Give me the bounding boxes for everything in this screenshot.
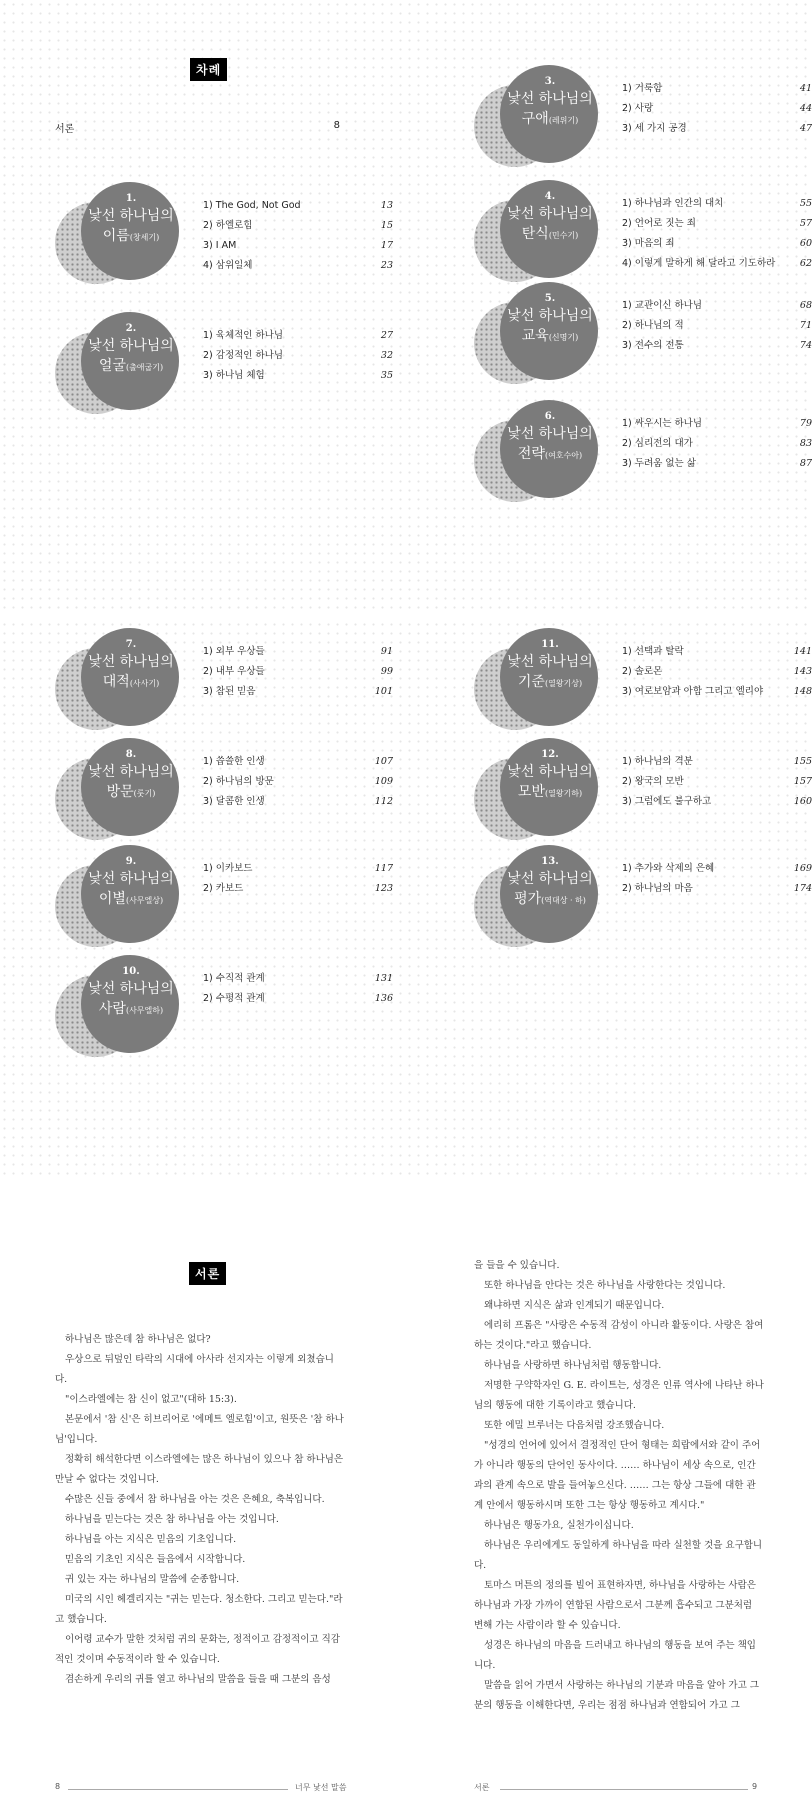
- intro-left-column: [55, 1330, 345, 1690]
- section-items: [622, 859, 812, 899]
- section-number: 9.: [125, 856, 137, 867]
- toc-entry-title: 1) 외부 우상들: [203, 646, 265, 657]
- footer-left-page: 8: [55, 1782, 61, 1791]
- toc-entry[interactable]: [203, 859, 393, 879]
- toc-entry[interactable]: [203, 792, 393, 812]
- toc-entry-title: 1) 씁쓸한 인생: [203, 756, 265, 767]
- section-book: (출애굽기): [125, 363, 164, 372]
- section-heading: [79, 638, 183, 694]
- body-paragraph: 하나님은 우리에게도 동일하게 하나님을 따라 실천할 것을 요구합니다.: [474, 1540, 763, 1571]
- toc-entry[interactable]: [622, 662, 812, 682]
- section-number: 10.: [122, 966, 140, 977]
- section-items: [203, 859, 393, 899]
- section-book: (역대상 · 하): [541, 896, 586, 905]
- toc-entry-page: 68: [799, 300, 812, 311]
- body-paragraph: 말씀을 읽어 가면서 사랑하는 하나님의 기분과 마음을 알아 가고 그분의 행동을 이해한다면, 우리는 점점 하나님과 연합되어 가고 그: [474, 1680, 759, 1711]
- toc-section: [474, 180, 812, 280]
- section-heading: [79, 192, 183, 248]
- footer-left-title: 너무 낯선 말씀: [295, 1783, 347, 1792]
- toc-entry-title: 3) 달콤한 인생: [203, 796, 265, 807]
- section-number: 4.: [544, 191, 556, 202]
- body-paragraph: 이어령 교수가 말한 것처럼 귀의 문화는, 정적이고 감정적이고 직감적인 것이며 수동적이라 할 수 있습니다.: [55, 1634, 340, 1665]
- toc-entry[interactable]: [622, 772, 812, 792]
- toc-section: [55, 182, 393, 282]
- toc-entry-title: 3) 그럼에도 불구하고: [622, 796, 712, 807]
- toc-entry-page: 155: [793, 756, 812, 767]
- toc-entry-page: 107: [374, 756, 393, 767]
- section-heading: [79, 965, 183, 1021]
- section-subject: 이별(사무엘상): [98, 891, 164, 907]
- toc-entry[interactable]: [203, 236, 393, 256]
- toc-entry[interactable]: [622, 434, 812, 454]
- section-book: (사무엘하): [125, 1006, 164, 1015]
- section-items: [622, 414, 812, 474]
- body-paragraph: 하나님을 아는 지식은 믿음의 기초입니다.: [65, 1534, 237, 1545]
- intro-badge: 서론: [189, 1262, 226, 1285]
- section-title: 낯선 하나님의: [507, 764, 593, 780]
- toc-entry-page: 13: [380, 200, 393, 211]
- toc-entry-page: 131: [374, 973, 393, 984]
- toc-entry-page: 35: [380, 370, 393, 381]
- section-heading: [498, 410, 602, 466]
- section-book: (사사기): [129, 679, 160, 688]
- body-paragraph: 믿음의 기초인 지식은 들음에서 시작합니다.: [65, 1554, 246, 1565]
- toc-section: [474, 282, 812, 382]
- section-title: 낯선 하나님의: [507, 654, 593, 670]
- body-paragraph: 또한 에밀 브루너는 다음처럼 강조했습니다.: [484, 1420, 665, 1431]
- toc-entry[interactable]: [203, 682, 393, 702]
- section-subject: 이름(창세기): [102, 228, 160, 244]
- toc-entry[interactable]: [203, 642, 393, 662]
- toc-entry[interactable]: [203, 346, 393, 366]
- section-book: (여호수아): [544, 451, 583, 460]
- toc-entry-title: 3) 여로보암과 아합 그리고 엘리야: [622, 686, 764, 697]
- toc-entry-page: 55: [799, 198, 812, 209]
- section-number: 12.: [541, 749, 559, 760]
- toc-section: [55, 312, 393, 412]
- toc-entry-page: 160: [793, 796, 812, 807]
- body-paragraph: 토마스 머튼의 정의를 빌어 표현하자면, 하나님을 사랑하는 사람은 하나님과 가장 가까이 연합된 사람으로서 그분께 흡수되고 그분처럼 변해 가는 사람이라 할 수 있습니다.: [474, 1580, 756, 1631]
- footer-left-rule: [68, 1789, 288, 1790]
- section-book: (민수기): [548, 231, 579, 240]
- body-paragraph: "성경의 언어에 있어서 결정적인 단어 형태는 희랍에서와 같이 주어가 아니라 행동의 단어인 동사이다. …… 하나님이 세상 속으로, 인간과의 관계 속으로 발을 들여놓으신다. …… 그는 항상 그들에 대한 관계 안에서 행동하시며 또한 그는 항상 행동하고 계시다.": [474, 1440, 761, 1511]
- toc-section: [55, 955, 393, 1055]
- toc-entry-page: 169: [793, 863, 812, 874]
- toc-entry-title: 1) 하나님의 격분: [622, 756, 693, 767]
- section-items: [203, 326, 393, 386]
- toc-entry-page: 74: [799, 340, 812, 351]
- section-items: [622, 642, 812, 702]
- body-paragraph: 미국의 시인 헤겔리지는 "귀는 믿는다. 청소한다. 그리고 믿는다."라고 했습니다.: [55, 1594, 343, 1625]
- section-subject: 대적(사사기): [102, 674, 160, 690]
- toc-entry-page: 17: [380, 240, 393, 251]
- toc-entry-title: 1) 수직적 관계: [203, 973, 265, 984]
- toc-entry-title: 3) 두려움 없는 삶: [622, 458, 696, 469]
- section-book: (창세기): [129, 233, 160, 242]
- section-number: 3.: [544, 76, 556, 87]
- intro-right-column: [474, 1256, 764, 1716]
- toc-entry-title: 2) 사랑: [622, 103, 654, 114]
- section-items: [622, 752, 812, 812]
- toc-entry-title: 2) 솔로몬: [622, 666, 663, 677]
- section-subject: 교육(신명기): [521, 328, 579, 344]
- section-subject: 탄식(민수기): [521, 226, 579, 242]
- section-heading: [498, 190, 602, 246]
- toc-entry-page: 15: [380, 220, 393, 231]
- toc-entry-title: 3) 하나님 체험: [203, 370, 265, 381]
- section-items: [622, 296, 812, 356]
- toc-entry-title: 2) 하나님의 방문: [203, 776, 274, 787]
- toc-entry[interactable]: [622, 642, 812, 662]
- section-items: [203, 196, 393, 276]
- toc-entry-page: 62: [799, 258, 812, 269]
- toc-entry-page: 41: [799, 83, 812, 94]
- toc-entry-page: 143: [793, 666, 812, 677]
- toc-entry-page: 44: [799, 103, 812, 114]
- footer-right-rule: [500, 1789, 748, 1790]
- toc-section: [55, 845, 393, 945]
- toc-entry-page: 91: [380, 646, 393, 657]
- section-book: (레위기): [548, 116, 579, 125]
- section-items: [203, 642, 393, 702]
- section-title: 낯선 하나님의: [88, 871, 174, 887]
- body-paragraph: 우상으로 뒤덮인 타락의 시대에 아사라 선지자는 이렇게 외쳤습니다.: [55, 1354, 334, 1385]
- toc-entry-title: 3) 세 가지 공경: [622, 123, 687, 134]
- toc-entry-title: 1) The God, Not God: [203, 200, 301, 211]
- toc-entry[interactable]: [622, 879, 812, 899]
- section-number: 8.: [125, 749, 137, 760]
- body-paragraph: 본문에서 '참 신'은 히브리어로 '에메트 엘로힘'이고, 원뜻은 '참 하나님'입니다.: [55, 1414, 344, 1445]
- section-book: (신명기): [548, 333, 579, 342]
- toc-entry-page: 112: [374, 796, 393, 807]
- toc-entry[interactable]: [622, 79, 812, 99]
- toc-entry-title: 2) 내부 우상들: [203, 666, 265, 677]
- toc-entry-title: 2) 카보드: [203, 883, 244, 894]
- toc-prelude[interactable]: [55, 120, 340, 135]
- toc-entry-title: 3) 참된 믿음: [203, 686, 256, 697]
- section-subject: 평가(역대상 · 하): [514, 891, 586, 907]
- toc-entry-title: 1) 이카보드: [203, 863, 253, 874]
- section-title: 낯선 하나님의: [507, 426, 593, 442]
- toc-entry-page: 157: [793, 776, 812, 787]
- toc-entry-title: 2) 심리전의 대가: [622, 438, 693, 449]
- section-book: (룻기): [133, 789, 156, 798]
- toc-entry-title: 4) 삼위일체: [203, 260, 253, 271]
- section-subject: 모반(열왕기하): [517, 784, 583, 800]
- toc-entry[interactable]: [203, 879, 393, 899]
- body-paragraph: 수많은 신들 중에서 참 하나님을 아는 것은 은혜요, 축복입니다.: [65, 1494, 325, 1505]
- section-title: 낯선 하나님의: [507, 206, 593, 222]
- toc-entry-page: 23: [380, 260, 393, 271]
- section-heading: [498, 855, 602, 911]
- toc-entry[interactable]: [622, 296, 812, 316]
- toc-entry[interactable]: [622, 254, 812, 274]
- toc-entry-title: 2) 감정적인 하나님: [203, 350, 284, 361]
- section-number: 7.: [125, 639, 137, 650]
- toc-entry-page: 87: [799, 458, 812, 469]
- toc-entry-page: 109: [374, 776, 393, 787]
- toc-entry-title: 1) 추가와 삭제의 은혜: [622, 863, 715, 874]
- toc-entry-page: 148: [793, 686, 812, 697]
- toc-entry[interactable]: [203, 216, 393, 236]
- prelude-page: 8: [333, 120, 340, 131]
- toc-entry[interactable]: [203, 989, 393, 1009]
- section-subject: 기준(열왕기상): [517, 674, 583, 690]
- section-heading: [498, 748, 602, 804]
- toc-entry[interactable]: [203, 196, 393, 216]
- toc-entry[interactable]: [622, 214, 812, 234]
- toc-entry-title: 2) 언어로 짓는 죄: [622, 218, 696, 229]
- toc-section: [55, 628, 393, 728]
- section-heading: [498, 638, 602, 694]
- toc-entry-title: 1) 거룩함: [622, 83, 663, 94]
- toc-entry[interactable]: [622, 316, 812, 336]
- toc-entry[interactable]: [622, 682, 812, 702]
- section-items: [622, 79, 812, 139]
- toc-entry-title: 1) 선택과 탈락: [622, 646, 684, 657]
- toc-entry[interactable]: [203, 752, 393, 772]
- body-paragraph: 정확히 해석한다면 이스라엘에는 많은 하나님이 있으나 참 하나님은 만날 수 없다는 것입니다.: [55, 1454, 344, 1485]
- section-title: 낯선 하나님의: [507, 871, 593, 887]
- toc-entry-page: 117: [374, 863, 393, 874]
- body-paragraph: "이스라엘에는 참 신이 없고"(대하 15:3).: [65, 1394, 237, 1405]
- toc-entry-page: 60: [799, 238, 812, 249]
- toc-section: [474, 738, 812, 838]
- toc-entry-page: 47: [799, 123, 812, 134]
- toc-entry-title: 2) 왕국의 모반: [622, 776, 684, 787]
- section-number: 1.: [125, 193, 137, 204]
- body-paragraph: 성경은 하나님의 마음을 드러내고 하나님의 행동을 보여 주는 책입니다.: [474, 1640, 756, 1671]
- footer-right-title: 서론: [474, 1783, 490, 1792]
- toc-entry-page: 99: [380, 666, 393, 677]
- body-paragraph: 을 들을 수 있습니다.: [474, 1260, 560, 1271]
- body-paragraph: 하나님을 믿는다는 것은 참 하나님을 아는 것입니다.: [65, 1514, 279, 1525]
- body-paragraph: 귀 있는 자는 하나님의 말씀에 순종합니다.: [65, 1574, 240, 1585]
- toc-entry[interactable]: [622, 414, 812, 434]
- section-title: 낯선 하나님의: [88, 208, 174, 224]
- toc-entry-page: 136: [374, 993, 393, 1004]
- section-number: 13.: [541, 856, 559, 867]
- toc-entry[interactable]: [203, 366, 393, 386]
- body-paragraph: 왜냐하면 지식은 삶과 인계되기 때문입니다.: [484, 1300, 665, 1311]
- toc-entry-title: 4) 이렇게 말하게 해 달라고 기도하라: [622, 258, 776, 269]
- section-heading: [79, 322, 183, 378]
- toc-entry-title: 1) 하나님과 인간의 대치: [622, 198, 724, 209]
- section-book: (사무엘상): [125, 896, 164, 905]
- body-paragraph: 하나님을 사랑하면 하나님처럼 행동합니다.: [484, 1360, 662, 1371]
- toc-entry-page: 79: [799, 418, 812, 429]
- section-subject: 사람(사무엘하): [98, 1001, 164, 1017]
- section-heading: [79, 855, 183, 911]
- toc-entry-page: 123: [374, 883, 393, 894]
- toc-section: [474, 628, 812, 728]
- body-paragraph: 하나님은 행동가요, 실천가이십니다.: [484, 1520, 634, 1531]
- section-heading: [79, 748, 183, 804]
- section-items: [203, 969, 393, 1009]
- toc-section: [55, 738, 393, 838]
- toc-entry[interactable]: [622, 336, 812, 356]
- toc-entry[interactable]: [622, 234, 812, 254]
- toc-entry-page: 141: [793, 646, 812, 657]
- section-subject: 방문(룻기): [106, 784, 156, 800]
- toc-entry-title: 2) 수평적 관계: [203, 993, 265, 1004]
- toc-entry[interactable]: [622, 119, 812, 139]
- section-subject: 전략(여호수아): [517, 446, 583, 462]
- section-title: 낯선 하나님의: [507, 308, 593, 324]
- toc-entry[interactable]: [203, 772, 393, 792]
- toc-entry-page: 57: [799, 218, 812, 229]
- section-number: 5.: [544, 293, 556, 304]
- prelude-label: 서론: [55, 124, 75, 135]
- body-paragraph: 저명한 구약학자인 G. E. 라이트는, 성경은 인류 역사에 나타난 하나님의 행동에 대한 기록이라고 했습니다.: [474, 1380, 764, 1411]
- toc-section: [474, 845, 812, 945]
- toc-section: [474, 400, 812, 500]
- toc-entry-page: 32: [380, 350, 393, 361]
- section-items: [203, 752, 393, 812]
- toc-entry-title: 2) 하나님의 적: [622, 320, 684, 331]
- body-paragraph: 또한 하나님을 안다는 것은 하나님을 사랑한다는 것입니다.: [484, 1280, 726, 1291]
- section-number: 2.: [125, 323, 137, 334]
- toc-entry[interactable]: [622, 792, 812, 812]
- toc-entry-title: 1) 싸우시는 하나님: [622, 418, 703, 429]
- toc-entry-page: 83: [799, 438, 812, 449]
- section-subject: 얼굴(출애굽기): [98, 358, 164, 374]
- toc-entry-title: 2) 하나님의 마음: [622, 883, 693, 894]
- toc-entry[interactable]: [203, 256, 393, 276]
- toc-entry[interactable]: [622, 752, 812, 772]
- toc-entry[interactable]: [203, 326, 393, 346]
- toc-entry[interactable]: [203, 969, 393, 989]
- toc-entry-page: 174: [793, 883, 812, 894]
- toc-entry-page: 101: [374, 686, 393, 697]
- body-paragraph: 에리히 프롬은 "사랑은 수동적 감성이 아니라 활동이다. 사랑은 참여하는 것이다."라고 했습니다.: [474, 1320, 764, 1351]
- body-paragraph: 하나님은 많은데 참 하나님은 없다?: [65, 1334, 211, 1345]
- toc-entry-title: 3) I AM: [203, 240, 237, 251]
- footer-right-page: 9: [752, 1782, 758, 1791]
- toc-entry-page: 71: [799, 320, 812, 331]
- section-title: 낯선 하나님의: [507, 91, 593, 107]
- section-book: (열왕기하): [544, 789, 583, 798]
- toc-entry[interactable]: [622, 859, 812, 879]
- section-number: 6.: [544, 411, 556, 422]
- section-title: 낯선 하나님의: [88, 654, 174, 670]
- toc-entry[interactable]: [203, 662, 393, 682]
- toc-badge: 차례: [190, 58, 227, 81]
- section-title: 낯선 하나님의: [88, 338, 174, 354]
- toc-entry-title: 1) 육체적인 하나님: [203, 330, 284, 341]
- section-number: 11.: [541, 639, 559, 650]
- section-subject: 구애(레위기): [521, 111, 579, 127]
- toc-entry[interactable]: [622, 454, 812, 474]
- section-title: 낯선 하나님의: [88, 764, 174, 780]
- body-paragraph: 겸손하게 우리의 귀를 열고 하나님의 말씀을 들을 때 그분의 음성: [65, 1674, 331, 1685]
- toc-entry-title: 1) 교관이신 하나님: [622, 300, 703, 311]
- toc-entry-page: 27: [380, 330, 393, 341]
- toc-entry-title: 3) 전수의 전통: [622, 340, 684, 351]
- section-heading: [498, 292, 602, 348]
- toc-entry-title: 2) 하엘로힘: [203, 220, 253, 231]
- toc-entry[interactable]: [622, 99, 812, 119]
- toc-entry[interactable]: [622, 194, 812, 214]
- toc-entry-title: 3) 마음의 죄: [622, 238, 675, 249]
- section-title: 낯선 하나님의: [88, 981, 174, 997]
- toc-section: [474, 65, 812, 165]
- section-items: [622, 194, 812, 274]
- section-book: (열왕기상): [544, 679, 583, 688]
- section-heading: [498, 75, 602, 131]
